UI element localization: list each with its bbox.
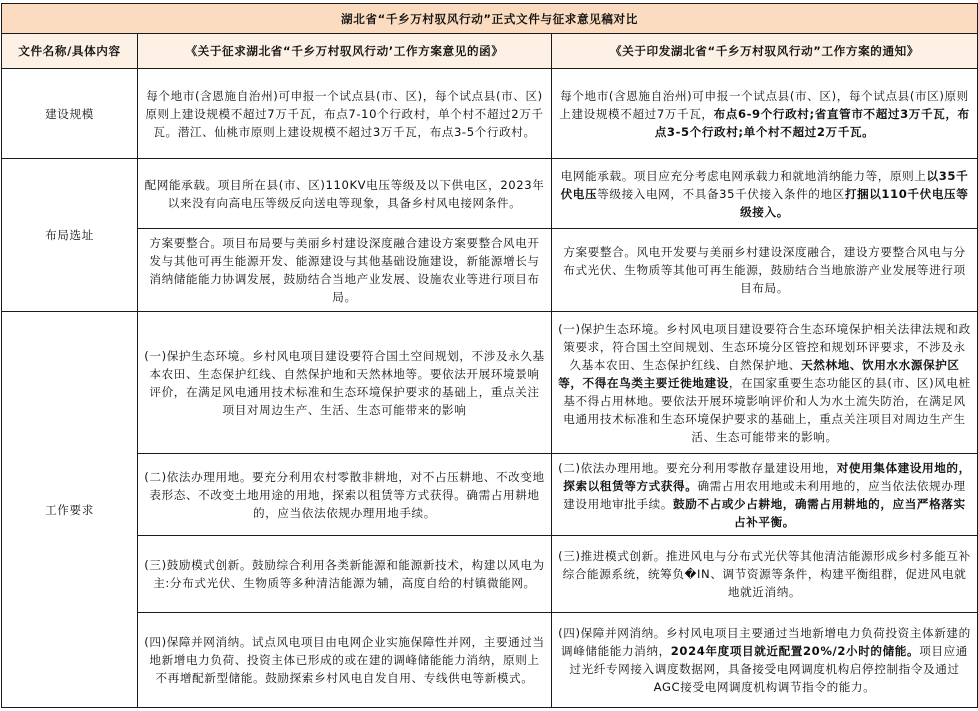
final-grid-highlight-1: 以35千伏电压 (560, 168, 969, 201)
final-scale (552, 69, 978, 159)
table-row-grid (2, 159, 978, 229)
final-scale-text: 每个地市(含恩施自治州)可申报一个试点县(市、区)，每个试点县(市区)原则上建设规模不超过7万千瓦， (559, 88, 969, 121)
final-ecology (552, 312, 978, 454)
final-grid-text-1: 电网能承载。项目应充分考虑电网承载力和就地消纳能力等，原则上 (560, 168, 927, 183)
final-consumption-highlight: 2024年度项目就近配置20%/2小时的储能。 (670, 644, 920, 658)
final-land (552, 454, 978, 536)
header-final-document: 《关于印发湖北省“千乡万村驭风行动”工作方案的通知》 (552, 34, 978, 69)
table-row-scale (2, 69, 978, 159)
final-innovation: (三)推进模式创新。推进风电与分布式光伏等其他清洁能源形成乡村多能互补综合能源系统，统筹负�IN、调节资源等条件，构建平衡组群，促进风电就地就近消纳。 (552, 536, 978, 613)
final-land-highlight-2: 鼓励不占或少占耕地，确需占用耕地的，应当严格落实占补平衡。 (673, 496, 966, 529)
draft-plan: 方案要整合。项目布局要与美丽乡村建设深度融合建设方案要整合风电开发与其他可再生能源开发、能源建设与其他基础设施建设，新能源增长与消纳储能能力协调发展，鼓励结合当地产业发展、设施农业等进行项目布局。 (138, 229, 552, 312)
final-land-text-2: 确需占用农用地或未利用地的，应当依法依规办理建设用地审批手续。 (563, 478, 966, 511)
category-scale: 建设规模 (2, 69, 138, 159)
final-grid (552, 159, 978, 229)
final-consumption-text-1: (四)保障并网消纳。乡村风电项目主要通过当地新增电力负荷投资主体新建的调峰储能能力消纳， (558, 626, 971, 658)
title-row (2, 4, 978, 34)
draft-scale: 每个地市(含恩施自治州)可申报一个试点县(市、区)，每个试点县(市、区)原则上建设规模不超过7万千瓦，布点7-10个行政村，单个村不超过2万千瓦。潜江、仙桃市原则上建设规模不超过3万千瓦，布点3-5个行政村。 (138, 69, 552, 159)
header-row (2, 34, 978, 69)
final-grid-text-2: 等级接入电网，不具备35千伏接入条件的地区 (597, 186, 845, 201)
draft-grid: 配网能承载。项目所在县(市、区)110KV电压等级及以下供电区，2023年以来没有向高电压等级反向送电等现象，具备乡村风电接网条件。 (138, 159, 552, 229)
final-grid-highlight-2: 打捆以110千伏电压等级接入。 (740, 186, 969, 219)
draft-innovation: (三)鼓励模式创新。鼓励综合利用各类新能源和能源新技术，构建以风电为主:分布式光伏、生物质等多种清洁能源为辅，高度自给的村镇微能网。 (138, 536, 552, 613)
draft-land: (二)依法办理用地。要充分利用农村零散非耕地，对不占压耕地、不改变地表形态、不改变土地用途的用地，探索以租赁等方式获得。确需占用耕地的，应当依法依规办理用地手续。 (138, 454, 552, 536)
category-requirements: 工作要求 (2, 312, 138, 708)
table-row-ecology (2, 312, 978, 454)
draft-ecology: (一)保护生态环境。乡村风电项目建设要符合国土空间规划，不涉及永久基本农田、生态保护红线、自然保护地和天然林地等。要依法开展环境景响评价，在满足风电通用技术标准和生态环境保护要求的基础上，重点关注项目对周边生产、生活、生态可能带来的影响 (138, 312, 552, 454)
final-scale-highlight: 布点6-9个行政村;省直管市不超过3万千瓦，布点3-5个行政村;单个村不超过2万千瓦。 (654, 106, 970, 139)
final-ecology-text-2: ，在国家重要生态功能区的县(市、区)风电桩基不得占用林地。要依法开展环境影响评价和人为水土流失防治，在满足风电通用技术标准和生态环境保护要求的基础上，重点关注项目对周边生产生活、生态可能带来的影响。 (563, 375, 971, 444)
table-row-innovation (2, 536, 978, 613)
final-land-text-1: (二)依法办理用地。要充分利用零散存量建设用地， (558, 460, 837, 475)
draft-consumption: (四)保障并网消纳。试点风电项目由电网企业实施保障性并网，主要通过当地新增电力负荷、投资主体已形成的或在建的调峰储能能力消纳，原则上不再增配新型储能。鼓励探索乡村风电自发自用、专线供电等新模式。 (138, 613, 552, 708)
final-ecology-text-1: (一)保护生态环境。乡村风电项目建设要符合生态环境保护相关法律法规和政策要求，符合国土空间规划、生态环境分区管控和规划环评要求，不涉及永久基本农田、生态保护红线、自然保护地、 (558, 321, 971, 372)
table-row-plan (2, 229, 978, 312)
table-row-land (2, 454, 978, 536)
final-consumption (552, 613, 978, 708)
final-ecology-highlight: 天然林地、饮用水水源保护区等，不得在鸟类主要迁徙地建设 (558, 357, 960, 390)
comparison-table (1, 3, 978, 708)
category-layout: 布局选址 (2, 159, 138, 312)
header-draft-document: 《关于征求湖北省“千乡万村驭风行动’工作方案意见的函》 (138, 34, 552, 69)
header-category: 文件名称/具体内容 (2, 34, 138, 69)
table-row-consumption (2, 613, 978, 708)
table-title: 湖北省“千乡万村驭风行动”正式文件与征求意见稿对比 (2, 4, 978, 34)
final-plan: 方案要整合。风电开发要与美丽乡村建设深度融合，建设方要整合风电与分布式光伏、生物质等其他可再生能源，鼓励结合当地旅游产业发展等进行项目布局。 (552, 229, 978, 312)
final-land-highlight-1: 对使用集体建设用地的，探索以租赁等方式获得。 (563, 460, 971, 493)
final-consumption-text-2: 项目应通过光纤专网接入调度数据网，具备接受电网调度机构启停控制指令及通过AGC接受电网调度机构调节指令的能力。 (569, 644, 968, 694)
